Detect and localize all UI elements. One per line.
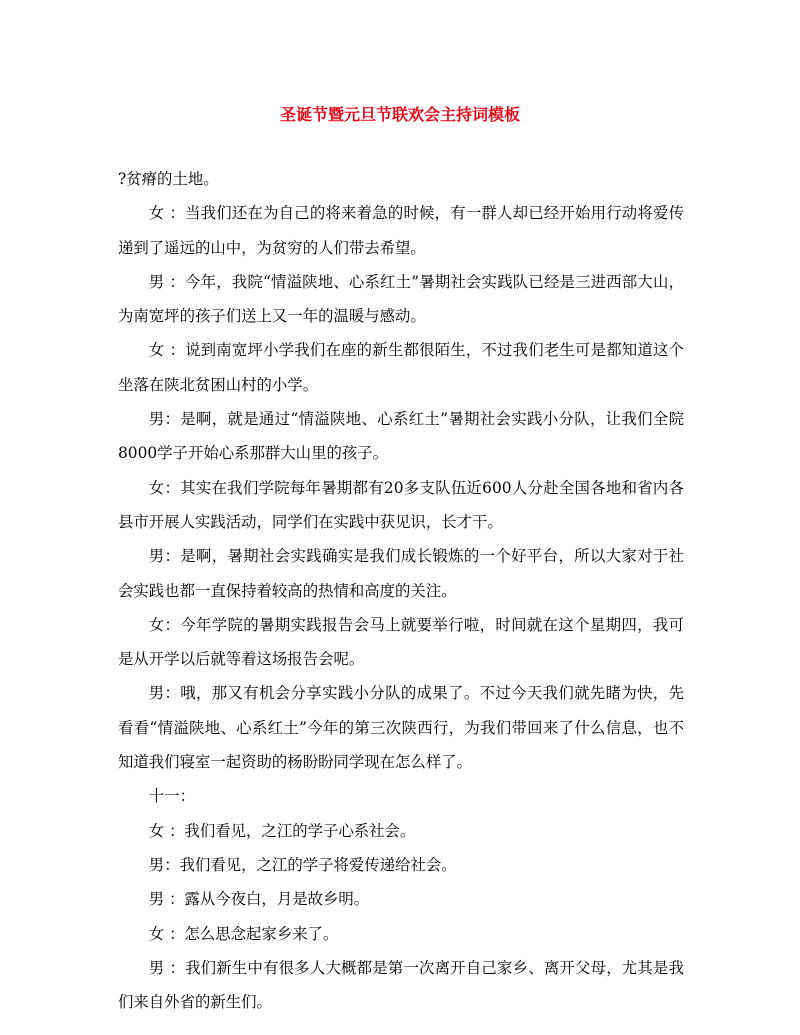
paragraph: 男：是啊，暑期社会实践确实是我们成长锻炼的一个好平台，所以大家对于社会实践也都一直保持着较高的热情和高度的关注。	[118, 547, 684, 600]
paragraph: 女：今年学院的暑期实践报告会马上就要举行啦，时间就在这个星期四，我可是从开学以后就等着这场报告会呢。	[118, 615, 684, 669]
paragraph: 女 ：说到南宽坪小学我们在座的新生都很陌生，不过我们老生可是都知道这个坐落在陕北贫困山村的小学。	[118, 341, 684, 394]
paragraph: 男：我们看见，之江的学子将爱传递给社会。	[148, 855, 457, 874]
paragraph: ?贫瘠的土地。	[118, 170, 219, 188]
paragraph: 男 ：我们新生中有很多人大概都是第一次离开自己家乡、离开父母，尤其是我们来自外省的新生们。	[118, 958, 684, 1012]
paragraph: 男：是啊，就是通过“情溢陕地、心系红土”暑期社会实践小分队，让我们全院8000学子开始心系那群大山里的孩子。	[118, 410, 684, 463]
paragraph: 女 ：怎么思念起家乡来了。	[148, 924, 339, 943]
document-title: 圣诞节暨元旦节联欢会主持词模板	[279, 105, 520, 124]
section-heading: 十一：	[148, 787, 195, 806]
paragraph: 女 ：我们看见，之江的学子心系社会。	[148, 821, 416, 840]
paragraph: 女 ：当我们还在为自己的将来着急的时候，有一群人却已经开始用行动将爱传递到了遥远的山中，为贫穷的人们带去希望。	[118, 204, 684, 257]
paragraph: 男 ：露从今夜白，月是故乡明。	[148, 890, 370, 909]
document-body	[118, 162, 684, 1019]
paragraph: 男 ：今年，我院“情溢陕地、心系红土”暑期社会实践队已经是三进西部大山，为南宽坪的孩子们送上又一年的温暖与感动。	[118, 272, 684, 326]
paragraph: 男：哦，那又有机会分享实践小分队的成果了。不过今天我们就先睹为快，先看看“情溢陕地、心系红土”今年的第三次陕西行，为我们带回来了什么信息，也不知道我们寝室一起资助的杨盼盼同学现在怎么样了。	[118, 684, 684, 772]
paragraph: 女：其实在我们学院每年暑期都有20多支队伍近600人分赴全国各地和省内各县市开展人实践活动，同学们在实践中获见识，长才干。	[118, 478, 684, 531]
